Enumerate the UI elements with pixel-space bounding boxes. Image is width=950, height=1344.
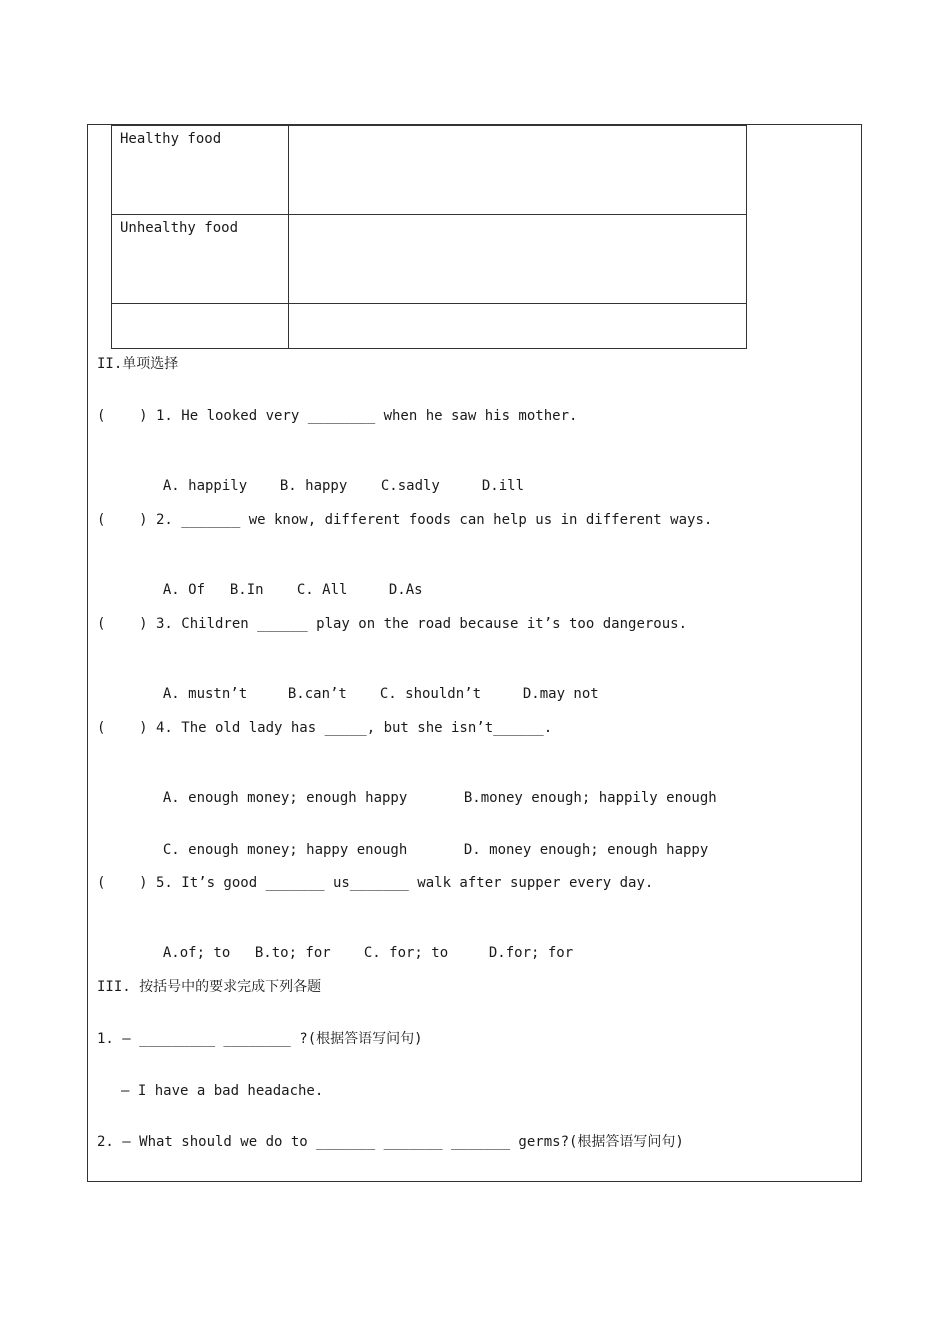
option-d: D.As	[388, 582, 423, 598]
question-5-options	[146, 926, 573, 962]
row-content	[289, 126, 747, 215]
option-a: A. Of	[162, 582, 206, 598]
food-table	[111, 125, 747, 349]
row-content	[289, 215, 747, 304]
table-row	[112, 126, 747, 215]
option-a: A. enough money; enough happy	[162, 790, 408, 806]
question-3-options	[146, 667, 599, 703]
option-b: B.to; for	[254, 945, 331, 961]
question-5-stem: ( ) 5. It’s good _______ us_______ walk after supper every day.	[97, 875, 654, 891]
option-d: D.may not	[522, 686, 599, 702]
row-label	[112, 304, 289, 349]
row-label: Healthy food	[112, 126, 289, 215]
option-c: C. shouldn’t	[379, 686, 482, 702]
question-3-stem: ( ) 3. Children ______ play on the road because it’s too dangerous.	[97, 616, 688, 632]
option-c: C. for; to	[363, 945, 449, 961]
section3-question-2: 2. — What should we do to _______ _______ _______ germs?(根据答语写问句)	[97, 1134, 684, 1150]
section3-question-1: 1. — _________ ________ ?(根据答语写问句)	[97, 1031, 423, 1047]
option-d: D.ill	[481, 478, 525, 494]
option-c: C. enough money; happy enough	[162, 842, 408, 858]
table-row	[112, 304, 747, 349]
table-row	[112, 215, 747, 304]
question-4-options-row1	[146, 771, 717, 807]
option-c: C. All	[296, 582, 348, 598]
question-1-stem: ( ) 1. He looked very ________ when he saw his mother.	[97, 408, 578, 424]
row-label: Unhealthy food	[112, 215, 289, 304]
option-b: B.money enough; happily enough	[463, 790, 717, 806]
question-1-options	[146, 459, 524, 495]
question-4-options-row2	[146, 823, 708, 859]
section3-question-1-answer: — I have a bad headache.	[121, 1083, 324, 1099]
option-b: B. happy	[279, 478, 348, 494]
option-d: D. money enough; enough happy	[463, 842, 709, 858]
option-d: D.for; for	[488, 945, 574, 961]
option-a: A. mustn’t	[162, 686, 248, 702]
option-b: B.In	[229, 582, 264, 598]
row-content	[289, 304, 747, 349]
option-a: A.of; to	[162, 945, 231, 961]
question-2-options	[146, 563, 423, 599]
section2-title: II.单项选择	[97, 356, 179, 372]
question-2-stem: ( ) 2. _______ we know, different foods can help us in different ways.	[97, 512, 713, 528]
option-b: B.can’t	[287, 686, 347, 702]
question-4-stem: ( ) 4. The old lady has _____, but she isn’t______.	[97, 720, 553, 736]
section3-title: III. 按括号中的要求完成下列各题	[97, 979, 322, 995]
option-a: A. happily	[162, 478, 248, 494]
option-c: C.sadly	[380, 478, 440, 494]
